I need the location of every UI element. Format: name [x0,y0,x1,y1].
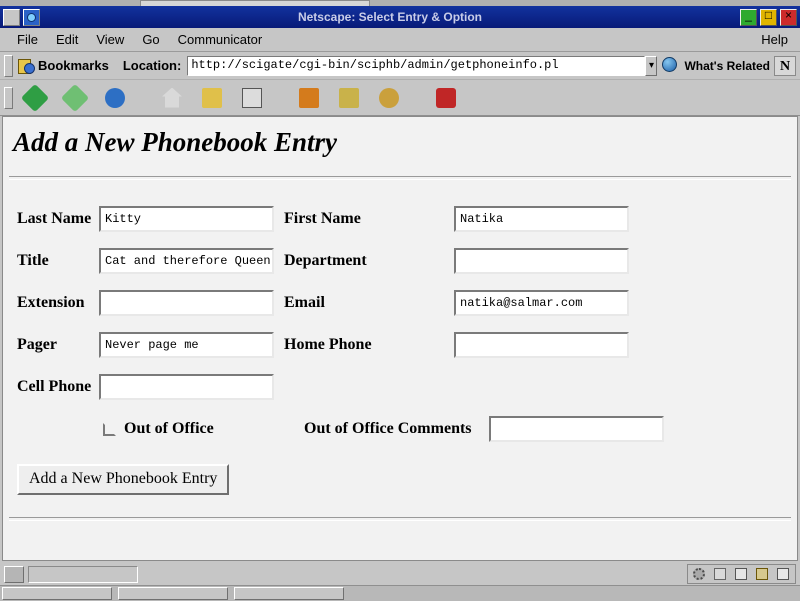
form-row-cell [3,366,797,408]
page-content [2,116,798,561]
url-input[interactable]: http://scigate/cgi-bin/sciphb/admin/getphoneinfo.pl [187,56,645,76]
forward-button[interactable] [61,84,91,112]
last-name-input[interactable]: Kitty [99,206,274,232]
navigation-toolbar-grip[interactable] [4,87,13,109]
form-row-out-of-office [3,408,797,450]
print-button[interactable] [295,84,325,112]
title-input[interactable]: Cat and therefore Queen [99,248,274,274]
page-security-icon[interactable] [4,566,24,583]
form-row-pager-home [3,324,797,366]
component-bar [687,564,796,584]
menu-bar [0,28,800,52]
home-phone-input[interactable] [454,332,629,358]
cell-phone-input[interactable] [99,374,274,400]
netscape-badge-icon[interactable]: N [774,56,796,76]
back-button[interactable] [21,84,51,112]
window-title: Netscape: Select Entry & Option [297,10,483,24]
email-label: Email [284,294,325,311]
first-name-label: First Name [284,210,361,227]
url-field-wrap [187,56,657,76]
email-input[interactable]: natika@salmar.com [454,290,629,316]
search-button[interactable] [198,84,228,112]
form-row-names [3,198,797,240]
bookmarks-label[interactable]: Bookmarks [38,58,109,73]
taskbar-slot-2[interactable] [118,587,228,600]
department-input[interactable] [454,248,629,274]
page-title: Add a New Phonebook Entry [13,127,338,157]
maximize-button[interactable]: □ [760,9,777,26]
status-message [28,566,138,583]
bottom-divider [9,517,791,521]
home-phone-label: Home Phone [284,336,372,353]
out-of-office-label: Out of Office [124,420,214,437]
last-name-label: Last Name [17,210,92,227]
out-of-office-checkbox[interactable] [103,423,116,436]
title-bar-right-icons [740,9,800,26]
phonebook-entry-form [3,180,797,521]
taskbar-slot-1[interactable] [2,587,112,600]
close-button[interactable]: × [780,9,797,26]
extension-label: Extension [17,294,85,311]
menu-item-file[interactable]: File [17,32,38,47]
url-dropdown-icon[interactable]: ▾ [645,56,657,76]
whats-related-label[interactable]: What's Related [684,58,770,73]
minimize-button[interactable]: _ [740,9,757,26]
cell-phone-label: Cell Phone [17,378,92,395]
first-name-input[interactable]: Natika [454,206,629,232]
menu-item-communicator[interactable]: Communicator [177,32,263,47]
bookmarks-icon[interactable] [16,57,36,75]
taskbar-slot-3[interactable] [234,587,344,600]
menu-item-view[interactable]: View [96,32,125,47]
newsgroup-icon[interactable] [754,566,771,582]
form-row-title-department [3,240,797,282]
stop-button[interactable] [432,84,462,112]
out-of-office-comments-label: Out of Office Comments [304,420,472,437]
pager-input[interactable]: Never page me [99,332,274,358]
submit-button[interactable]: Add a New Phonebook Entry [17,464,229,495]
netscape-globe-icon[interactable] [23,9,40,26]
menu-item-help[interactable]: Help [761,32,788,47]
navigation-toolbar [0,80,800,116]
desktop-taskbar [0,585,800,601]
title-bar-left-icons [0,9,40,26]
department-label: Department [284,252,367,269]
window-menu-icon[interactable] [3,9,20,26]
security-button[interactable] [335,84,365,112]
pager-label: Pager [17,336,57,353]
menu-item-edit[interactable]: Edit [55,32,79,47]
title-label: Title [17,252,49,269]
reload-button[interactable] [101,84,131,112]
composer-icon[interactable] [775,566,792,582]
form-row-extension-email [3,282,797,324]
title-bar [0,6,800,28]
toolbar-grip-handle[interactable] [4,55,13,77]
location-label: Location: [122,58,182,73]
menu-item-go[interactable]: Go [142,32,160,47]
location-bar [0,52,800,80]
home-button[interactable] [158,84,188,112]
shop-button[interactable] [375,84,405,112]
mail-icon[interactable] [733,566,750,582]
whats-related-icon[interactable] [661,56,680,75]
out-of-office-comments-input[interactable] [489,416,664,442]
netscape-mail-button[interactable] [238,84,268,112]
extension-input[interactable] [99,290,274,316]
security-gear-icon[interactable] [691,566,708,582]
download-icon[interactable] [712,566,729,582]
whats-related-group[interactable] [661,56,796,76]
status-bar [0,563,800,585]
